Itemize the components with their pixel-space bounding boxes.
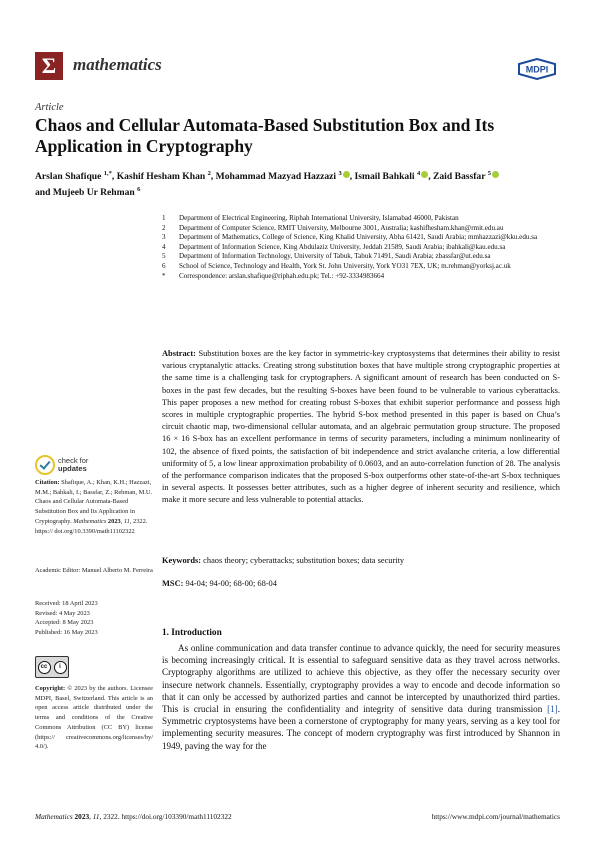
orcid-icon[interactable]	[343, 171, 350, 178]
author-affiliation-mark: 5	[487, 170, 491, 177]
affiliation-item	[162, 224, 562, 234]
affiliation-number: 2	[162, 223, 166, 232]
footer-volume: 11	[92, 812, 100, 821]
affiliation-text: Department of Mathematics, College of Science, King Khalid University, Abha 61421, Saudi Arabia; mmhazzazi@kku.edu.sa	[179, 233, 538, 242]
author-separator: ,	[349, 171, 355, 183]
affiliation-item	[162, 272, 562, 282]
keywords	[162, 555, 560, 567]
affiliation-number: 6	[162, 261, 166, 270]
author-name	[117, 171, 216, 182]
date-list	[35, 599, 153, 638]
citation-year: 2023	[107, 517, 121, 525]
reference-link[interactable]: [1]	[547, 704, 558, 715]
journal-name: mathematics	[73, 55, 162, 74]
author-affiliation-mark: 1,*	[103, 170, 112, 177]
mdpi-logo	[516, 58, 558, 85]
msc-label: MSC:	[162, 579, 184, 588]
check-updates-line1: check for	[58, 456, 89, 465]
author-name	[433, 171, 499, 182]
affiliation-text: Correspondence: arslan.shafique@riphah.edu.pk; Tel.: +92-3334983664	[179, 271, 385, 280]
sigma-icon: Σ	[41, 53, 57, 78]
affiliation-item	[162, 252, 562, 262]
footer-journal: Mathematics	[35, 812, 73, 821]
copyright	[35, 684, 153, 752]
affiliation-item	[162, 243, 562, 253]
citation-doi[interactable]: , 2322. https:// doi.org/10.3390/math11102322	[35, 517, 148, 535]
footer-journal-url[interactable]: https://www.mdpi.com/journal/mathematics	[431, 812, 560, 821]
affiliation-text: Department of Information Technology, University of Tabuk, Tabuk 71491, Saudi Arabia; zbassfar@ut.edu.sa	[179, 252, 491, 261]
mdpi-logo-text: MDPI	[525, 64, 549, 75]
affiliation-text: School of Science, Technology and Health, York St. John University, York YO31 7EX, UK; m.rehman@yorksj.ac.uk	[179, 261, 511, 270]
check-for-updates-button[interactable]	[35, 455, 88, 475]
cc-by-license-badge[interactable]	[35, 656, 69, 678]
abstract-label: Abstract:	[162, 349, 196, 358]
by-attribution-icon: i	[54, 661, 67, 674]
keywords-label: Keywords:	[162, 556, 202, 565]
author-name	[35, 171, 117, 182]
affiliation-item	[162, 262, 562, 272]
author-affiliation-mark: 4	[416, 170, 421, 177]
citation-text: Shafique, A.; Khan, K.H.; Hazzazi, M.M.; Bahkali, I.; Bassfar, Z.; Rehman, M.U. Chaos and Cellular Automata-Based Substitution Box and Its Application in Cryptography.	[35, 479, 153, 525]
author-affiliation-mark: 2	[207, 170, 211, 177]
affiliation-number: 5	[162, 252, 166, 261]
citation-label: Citation:	[35, 479, 60, 486]
footer-citation: Mathematics 2023, 11, 2322. https://doi.org/103390/math11102322	[35, 812, 232, 821]
author-separator: ,	[210, 171, 216, 183]
author-affiliation-mark: 3	[338, 170, 342, 177]
footer-doi[interactable]: , 2322. https://doi.org/103390/math11102322	[99, 812, 232, 821]
author-name	[35, 187, 140, 198]
affiliation-number: 1	[162, 214, 166, 222]
intro-text-2: . Symmetric cryptosystems have been a cornerstone of cryptography for many years, serving as a key tool for implementing security measures. The concept of modern cryptography was first introduced by Shannon in 1949, paving the way for the	[162, 704, 560, 751]
affiliation-number: 3	[162, 233, 166, 242]
affiliation-text: Department of Information Science, King Abdulaziz University, Jeddah 21589, Saudi Arabia; ibahkali@kau.edu.sa	[179, 242, 506, 251]
article-type: Article	[35, 102, 64, 113]
introduction-paragraph	[162, 642, 560, 752]
author-list	[35, 167, 565, 199]
date-accepted: Accepted: 8 May 2023	[35, 619, 94, 627]
author-name-text: and Mujeeb Ur Rehman	[35, 187, 135, 199]
article-title: Chaos and Cellular Automata-Based Substitution Box and Its Application in Cryptography	[35, 115, 495, 156]
mdpi-logo-icon	[516, 58, 558, 80]
affiliation-text: Department of Electrical Engineering, Riphah International University, Islamabad 46000, Pakistan	[179, 214, 459, 222]
intro-text-1: As online communication and data transfer continue to advance quickly, the need for security measures is becoming increasingly critical. It is essential to safeguard sensitive data as they travel across networks. Cryptography algorithms are utilized to achieve this objective, as they offer the necessary security over insecure network channels. Essentially, cryptography provides a way to encode and decode information so that it can only be accessed by authorized parties and cannot be intercepted by unauthorized third parties. This is crucial in ensuring the confidentiality and integrity of sensitive data during transmission	[162, 643, 560, 715]
author-name-text: Zaid Bassfar	[432, 171, 486, 183]
citation-journal: Mathematics	[73, 517, 107, 525]
orcid-icon[interactable]	[492, 171, 499, 178]
msc-codes	[162, 578, 560, 590]
date-revised: Revised: 4 May 2023	[35, 609, 90, 617]
copyright-text: © 2023 by the authors. Licensee MDPI, Basel, Switzerland. This article is an open access article distributed under the terms and conditions of the Creative Commons Attribution (CC BY) license (https:// creativecommons.org/licenses/by/ 4.0/).	[35, 685, 153, 751]
keywords-text: chaos theory; cyberattacks; substitution boxes; data security	[203, 556, 405, 565]
author-name	[216, 171, 355, 182]
affiliation-list	[162, 214, 562, 281]
affiliation-number: 4	[162, 242, 166, 251]
author-name	[355, 171, 433, 182]
citation: Citation: Shafique, A.; Khan, K.H.; Hazzazi, M.M.; Bahkali, I.; Bassfar, Z.; Rehman, M.U. Chaos and Cellular Automata-Based Substitution Box and Its Application in Cryptography. Mathematics 2023, 11, 2322. https:// doi.org/10.3390/math11102322	[35, 479, 153, 535]
section-heading: 1. Introduction	[162, 628, 222, 638]
msc-text: 94-04; 94-00; 68-00; 68-04	[185, 579, 277, 588]
author-separator: ,	[111, 171, 117, 183]
footer-year: 2023	[74, 812, 90, 821]
author-name-text: Ismail Bahkali	[354, 171, 415, 183]
affiliation-item	[162, 233, 562, 243]
affiliation-text: Department of Computer Science, RMIT University, Melbourne 3001, Australia; kashifhesham.khan@rmit.edu.au	[179, 223, 504, 232]
author-name-text: Arslan Shafique	[35, 171, 102, 183]
affiliation-item	[162, 214, 562, 224]
affiliation-number: *	[162, 271, 166, 280]
date-published: Published: 16 May 2023	[35, 629, 98, 637]
academic-editor: Academic Editor: Manuel Alberto M. Ferreira	[35, 567, 153, 574]
author-name-text: Kashif Hesham Khan	[116, 171, 206, 183]
date-received: Received: 18 April 2023	[35, 600, 98, 607]
check-updates-line2: updates	[58, 464, 87, 473]
check-updates-icon	[35, 455, 55, 475]
author-affiliation-mark: 6	[137, 186, 141, 194]
cc-icon: cc	[38, 661, 51, 674]
author-separator: ,	[428, 171, 433, 183]
journal-logo	[35, 52, 63, 80]
abstract	[162, 348, 560, 507]
citation-volume: 11	[123, 517, 130, 525]
abstract-text: Substitution boxes are the key factor in symmetric-key cryptosystems that determines their ability to resist various cryptanalytic attacks. Creating strong substitution boxes that have multiple strong cryptographic properties at the same time is a challenging task for cryptographers. A significant amount of research has been conducted on S-boxes in the past few decades, but the resulting S-boxes have been found to be vulnerable to various cyberattacks. This paper proposes a new method for creating robust S-boxes that exhibit superior performance and possess high scores in multiple cryptographic properties. The hybrid S-box method presented in this paper is based on Chua’s circuit chaotic map, two-dimensional cellular automata, and an algebraic permutation group structure. The proposed 16 × 16 S-box has an excellent performance in terms of security parameters, including a minimum nonlinearity of 102, the absence of fixed points, the satisfaction of bit independence and strict avalanche criteria, a low differential uniformity of 5, a low linear approximation probability of 0.0603, and an auto-correlation function of 28. The analysis of the performance comparison indicates that the proposed S-box outperforms other state-of-the-art S-box techniques in several aspects. It possesses better attributes, such as a higher degree of inherent security and resilience, which make it more secure and less vulnerable to potential attacks.	[162, 349, 560, 505]
author-name-text: Mohammad Mazyad Hazzazi	[215, 171, 337, 183]
copyright-label: Copyright:	[35, 685, 66, 692]
